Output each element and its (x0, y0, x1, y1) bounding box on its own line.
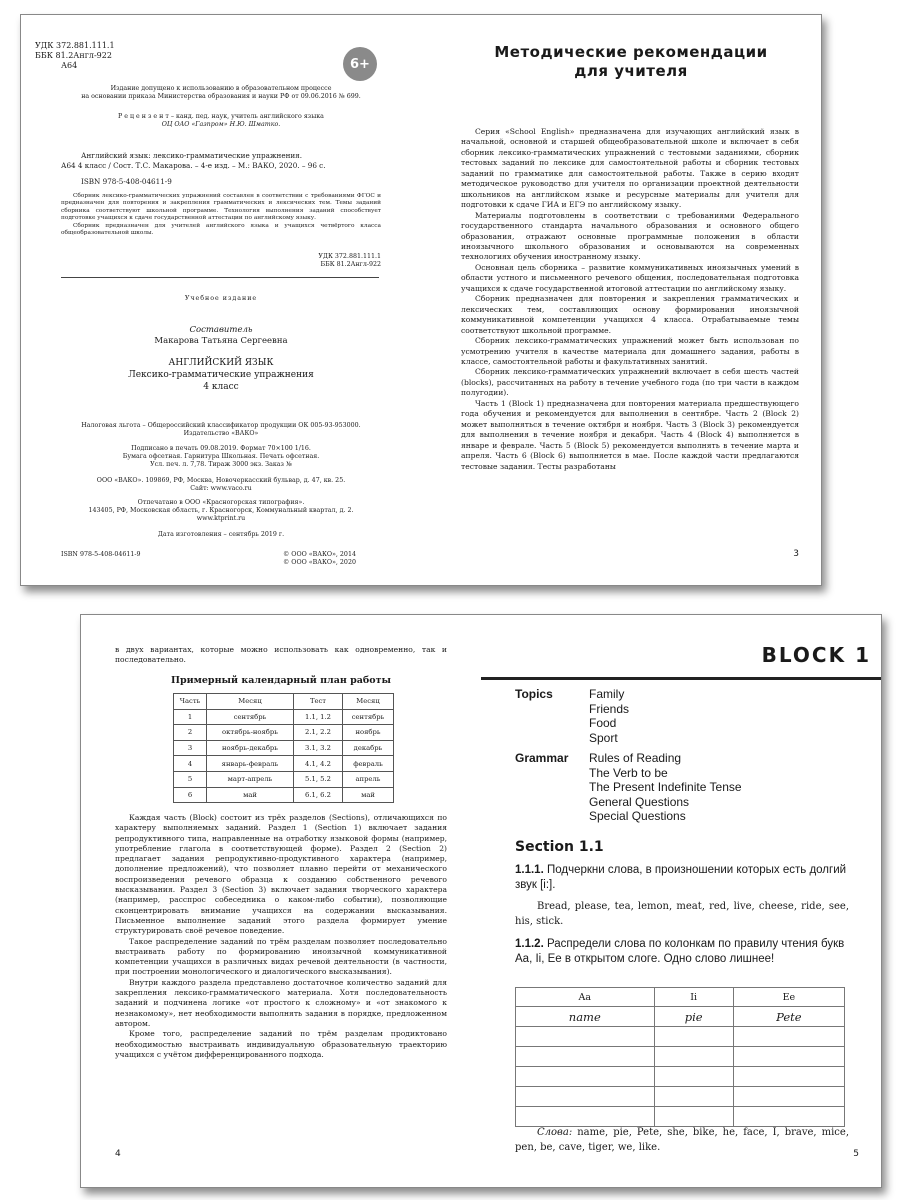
udk-code: УДК 372.881.111.1 (35, 41, 115, 50)
divider (61, 277, 379, 278)
answer-cell[interactable] (516, 1067, 655, 1087)
table-cell: май (343, 787, 394, 803)
grammar-label: Grammar (515, 751, 569, 765)
words-label: Слова: (537, 1127, 573, 1138)
table-cell: ноябрь-декабрь (207, 740, 294, 756)
grammar-item: Special Questions (589, 809, 686, 824)
table-cell: 3 (174, 740, 207, 756)
table-cell: 4.1, 4.2 (294, 756, 343, 772)
preface-title (461, 43, 801, 81)
book-subtitle: Лексико-грамматические упражнения (128, 370, 314, 380)
reviewer-line: ОЦ ОАО «Газпром» Н.Ю. Шматко. (161, 121, 281, 128)
topic-item: Sport (589, 730, 618, 745)
table-row (174, 771, 394, 787)
table-row (174, 725, 394, 741)
words-list: name, pie, Pete, she, bike, he, face, I, brave, mice, pen, be, cave, tiger, we, like. (515, 1127, 849, 1153)
publisher-line: Сайт: www.vaco.ru (190, 485, 252, 492)
paragraph: Серия «School English» предназначена для изучающих английский язык в начальной, основной и старшей общеобразовательной школе и включает в себя сборник лексико-грамматических упражнений с тестовыми заданиями, сборник тестовых заданий по лексике для самостоятельной работы и сборник тестовых заданий по грамматике для самостоятельной работы. Также в серию входят методическое руководство для учителя по организации проектной деятельности школьников на английском языке и ресурсные материалы для учителя для подготовки к сдаче ГИА и ЕГЭ по английскому языку. (461, 127, 799, 210)
page4-body (115, 813, 447, 1060)
topic-item: Family (589, 687, 625, 701)
grammar-item: The Present Indefinite Tense (589, 780, 742, 795)
answer-cell[interactable] (654, 1107, 733, 1127)
table-header-cell: Ii (654, 988, 733, 1007)
answer-cell[interactable] (516, 1087, 655, 1107)
copyright-line: © ООО «ВАКО», 2020 (283, 559, 356, 566)
table-cell: 6.1, 6.2 (294, 787, 343, 803)
printer-line: Отпечатано в ООО «Красногорская типография». (137, 499, 305, 506)
classification-codes (35, 41, 115, 71)
tax-line: Издательство «ВАКО» (183, 430, 259, 437)
table-row (516, 1047, 845, 1067)
paragraph: Сборник лексико-грамматических упражнений может быть использован по усмотрению учителя в качестве материала для домашнего задания, работы в классе, самостоятельной работы и факультативных занятий. (461, 336, 799, 366)
grammar-list (589, 751, 742, 824)
calendar-plan-table (173, 693, 394, 803)
manufacture-date: Дата изготовления – сентябрь 2019 г. (157, 531, 285, 538)
block-title-rule (481, 677, 881, 680)
table-cell: сентябрь (207, 709, 294, 725)
table-header-cell: Месяц (207, 694, 294, 710)
topics-list (589, 687, 629, 745)
publisher-line: ООО «ВАКО». 109869, РФ, Москва, Новочеркасский бульвар, д. 47, кв. 25. (96, 477, 346, 484)
isbn: ISBN 978-5-408-04611-9 (81, 177, 172, 186)
annotation (61, 193, 381, 237)
paragraph: Внутри каждого раздела представлено достаточное количество заданий для закрепления лексико-грамматического материала. Хотя последовательность заданий и подчинена логике «от простого к сложному» и «от знакомого к незнакомому», нет необходимости выполнять задания в порядке, предложенном автором. (115, 977, 447, 1028)
approval-line: Издание допущено к использованию в образовательном процессе (110, 85, 332, 92)
example-cell: name (516, 1007, 655, 1027)
grammar-item: General Questions (589, 794, 690, 809)
title-block (61, 357, 381, 393)
reviewer-line: Р е ц е н з е н т – канд. пед. наук, учитель английского языка (118, 113, 324, 120)
approval-note (61, 85, 381, 101)
codes-repeat (61, 253, 381, 269)
paragraph: Сборник предназначен для повторения и закрепления грамматических и лексических тем, составляющих основу формирования иноязычной коммуникативной компетенции учащихся 4 класса. Отрабатываемые темы соответствуют школьной программе. (461, 294, 799, 335)
table-cell: февраль (343, 756, 394, 772)
age-rating-badge: 6+ (343, 47, 377, 81)
paragraph: Кроме того, распределение заданий по трём разделам продиктовано необходимостью выстраивать индивидуальную образовательную траекторию учащихся с учётом дифференцированного подхода. (115, 1029, 447, 1059)
grammar-item: Rules of Reading (589, 751, 682, 765)
topic-item: Friends (589, 701, 630, 716)
answer-cell[interactable] (733, 1067, 844, 1087)
approval-line: на основании приказа Министерства образования и науки РФ от 09.06.2016 № 699. (81, 93, 361, 100)
answer-cell[interactable] (516, 1027, 655, 1047)
bbk-code: ББК 81.2Англ-922 (35, 51, 112, 60)
table-cell: 5.1, 5.2 (294, 771, 343, 787)
edition-type: Учебное издание (184, 295, 258, 302)
paragraph: Часть 1 (Block 1) предназначена для повторения материала предшествующего года обучения и рекомендуется для выполнения в сентябре. Часть 2 (Block 2) может выполняться в течение октября и ноября. Часть 3 (Block 3) рекомендуется для выполнения в течение ноября и декабря. Часть 4 (Block 4) выполняется в январе и феврале. Часть 5 (Block 5) рекомендуется выполнять в течение марта и апреля. Часть 6 (Block 6) выполняется в мае. После каждой части предлагаются тестовые задания. Тесты разработаны (461, 398, 799, 471)
task-instruction: Распредели слова по колонкам по правилу чтения букв Aa, Ii, Ee в открытом слоге. Одно слово лишнее! (515, 938, 845, 965)
table-header-row (174, 694, 394, 710)
page-number: 4 (115, 1149, 121, 1159)
table-row (174, 709, 394, 725)
answer-cell[interactable] (516, 1107, 655, 1127)
bibliographic-record (61, 151, 381, 187)
table-cell: 1.1, 1.2 (294, 709, 343, 725)
table-header-cell: Ee (733, 988, 844, 1007)
answer-cell[interactable] (733, 1047, 844, 1067)
annotation-text: Сборник лексико-грамматических упражнений составлен в соответствии с требованиями ФГОС и предназначен для повторения и закрепления грамматических и лексических тем. Темы заданий сборника соответствуют школьной программе. Технология выполнения заданий способствует подготовке учащихся к сдаче государственной аттестации по английскому языку. (61, 193, 381, 222)
table-cell: март-апрель (207, 771, 294, 787)
title-line: для учителя (574, 62, 688, 80)
plan-title: Примерный календарный план работы (170, 675, 392, 686)
tax-note (61, 422, 381, 438)
udk-code: УДК 372.881.111.1 (318, 253, 381, 260)
imprint-page (21, 15, 421, 585)
compiler-label: Составитель (189, 325, 253, 335)
answer-cell[interactable] (654, 1047, 733, 1067)
author-mark: А64 (61, 61, 78, 70)
isbn-bottom: ISBN 978-5-408-04611-9 (61, 551, 141, 558)
paragraph: Сборник лексико-грамматических упражнений включает в себя шесть частей (blocks), рассчитанных на работу в течение учебного года (по три части в каждом полугодии). (461, 367, 799, 398)
grade: 4 класс (203, 382, 239, 392)
block-title: BLOCK 1 (761, 643, 871, 667)
paragraph: Каждая часть (Block) состоит из трёх разделов (Sections), отличающихся по характеру выполняемых заданий. Раздел 1 (Section 1) включает задания репродуктивного типа, направленные на отработку языковой формы (например, употребление глагола в соответствующей форме). Раздел 2 (Section 2) предлагает задания репродуктивно-продуктивного характера (например, дополнение предложений), что позволяет плавно перейти от механического воспроизведения речевого образца к созданию собственного речевого высказывания. Раздел 3 (Section 3) включает задания творческого характера (например, расспрос собеседника о каком-либо событии), позволяющие сконцентрировать внимание учащихся на содержании высказывания. Письменное выполнение заданий этого раздела формирует умение структурировать своё речевое поведение. (115, 813, 447, 936)
copyright-line: © ООО «ВАКО», 2014 (283, 551, 356, 558)
page-4 (81, 615, 481, 1187)
table-header-row (516, 988, 845, 1007)
task-number: 1.1.2. (515, 938, 544, 950)
biblio-line: А64 4 класс / Сост. Т.С. Макарова. – 4-е изд. – М.: ВАКО, 2020. – 96 с. (61, 161, 326, 170)
table-cell: 6 (174, 787, 207, 803)
table-cell: 1 (174, 709, 207, 725)
print-line: Усл. печ. л. 7,78. Тираж 3000 экз. Заказ № (150, 461, 292, 468)
table-row (516, 1087, 845, 1107)
answer-cell[interactable] (654, 1087, 733, 1107)
table-row (516, 1007, 845, 1027)
paragraph: Основная цель сборника – развитие коммуникативных иноязычных умений в области устного и письменного речевого общения, последовательная подготовка учащихся к сдаче государственной итоговой аттестации по английскому языку. (461, 262, 799, 293)
table-header-cell: Тест (294, 694, 343, 710)
printer-line: 143405, РФ, Московская область, г. Красногорск, Коммунальный квартал, д. 2. (88, 507, 354, 514)
table-header-cell: Часть (174, 694, 207, 710)
table-cell: 2.1, 2.2 (294, 725, 343, 741)
table-row (516, 1067, 845, 1087)
annotation-text: Сборник предназначен для учителей английского языка и учащихся четвёртого класса общеобразовательной школы. (61, 222, 381, 237)
table-cell: январь-февраль (207, 756, 294, 772)
answer-cell[interactable] (516, 1047, 655, 1067)
table-cell: декабрь (343, 740, 394, 756)
table-row (174, 756, 394, 772)
task-number: 1.1.1. (515, 864, 544, 876)
print-line: Бумага офсетная. Гарнитура Школьная. Печать офсетная. (122, 453, 320, 460)
biblio-line: Английский язык: лексико-грамматические упражнения. (81, 151, 302, 160)
example-cell: pie (654, 1007, 733, 1027)
spread-pages-2-3 (20, 14, 822, 586)
task-instruction: Подчеркни слова, в произношении которых есть долгий звук [i:]. (515, 864, 847, 891)
reviewer-note (61, 113, 381, 129)
paragraph: в двух вариантах, которые можно использовать как одновременно, так и последовательно. (115, 645, 447, 665)
page-number: 5 (853, 1149, 859, 1159)
title-line: Методические рекомендации (494, 43, 768, 61)
table-header-cell: Месяц (343, 694, 394, 710)
table-cell: 5 (174, 771, 207, 787)
answer-cell[interactable] (654, 1027, 733, 1047)
table-cell: апрель (343, 771, 394, 787)
task-1-1-2-text (515, 937, 849, 967)
table-row (516, 1027, 845, 1047)
answer-cell[interactable] (654, 1067, 733, 1087)
compiler-block (61, 325, 381, 347)
reading-rules-table (515, 987, 845, 1127)
grammar-item: The Verb to be (589, 765, 668, 780)
paragraph: Такое распределение заданий по трём разделам позволяет последовательно выстраивать работу по формированию иноязычной коммуникативной компетенции учащихся в различных видах речевой деятельности (в частности, при построении монологического и диалогического высказывания). (115, 936, 447, 977)
topic-item: Food (589, 716, 617, 731)
answer-cell[interactable] (733, 1107, 844, 1127)
table-cell: 2 (174, 725, 207, 741)
task-1-1-1-words: Bread, please, tea, lemon, meat, red, live, cheese, ride, see, his, stick. (515, 901, 849, 927)
bbk-code: ББК 81.2Англ-922 (320, 261, 381, 268)
example-cell: Pete (733, 1007, 844, 1027)
intro-text (115, 645, 447, 666)
table-cell: 4 (174, 756, 207, 772)
table-cell: октябрь-ноябрь (207, 725, 294, 741)
compiler-name: Макарова Татьяна Сергеевна (154, 336, 288, 346)
page-5 (481, 615, 881, 1187)
publisher-address (61, 477, 381, 493)
print-specs (61, 445, 381, 469)
task-1-1-1 (515, 863, 849, 893)
table-row (174, 787, 394, 803)
table-cell: 3.1, 3.2 (294, 740, 343, 756)
printer-address (61, 499, 381, 523)
table-cell: сентябрь (343, 709, 394, 725)
book-title: АНГЛИЙСКИЙ ЯЗЫК (168, 358, 274, 368)
table-row (516, 1107, 845, 1127)
answer-cell[interactable] (733, 1087, 844, 1107)
printer-line: www.ktprint.ru (196, 515, 246, 522)
paragraph: Материалы подготовлены в соответствии с требованиями Федерального государственного стандарта начального образования и основного общего образования, отражают основные программные положения в области иноязычного школьного образования и основываются на современных технологиях обучения иностранному языку. (461, 210, 799, 262)
table-cell: май (207, 787, 294, 803)
preface-page (421, 15, 821, 585)
copyright (283, 551, 393, 567)
print-line: Подписано в печать 09.08.2019. Формат 70×100 1/16. (131, 445, 311, 452)
table-row (174, 740, 394, 756)
answer-cell[interactable] (733, 1027, 844, 1047)
section-title: Section 1.1 (515, 839, 604, 855)
tax-line: Налоговая льгота – Общероссийский классификатор продукции ОК 005-93-953000. (81, 422, 361, 429)
spread-pages-4-5 (80, 614, 882, 1188)
task-1-1-2-words (515, 1125, 849, 1155)
table-cell: ноябрь (343, 725, 394, 741)
topics-label: Topics (515, 687, 553, 701)
preface-body (461, 127, 799, 472)
page-number: 3 (793, 549, 799, 559)
table-header-cell: Aa (516, 988, 655, 1007)
